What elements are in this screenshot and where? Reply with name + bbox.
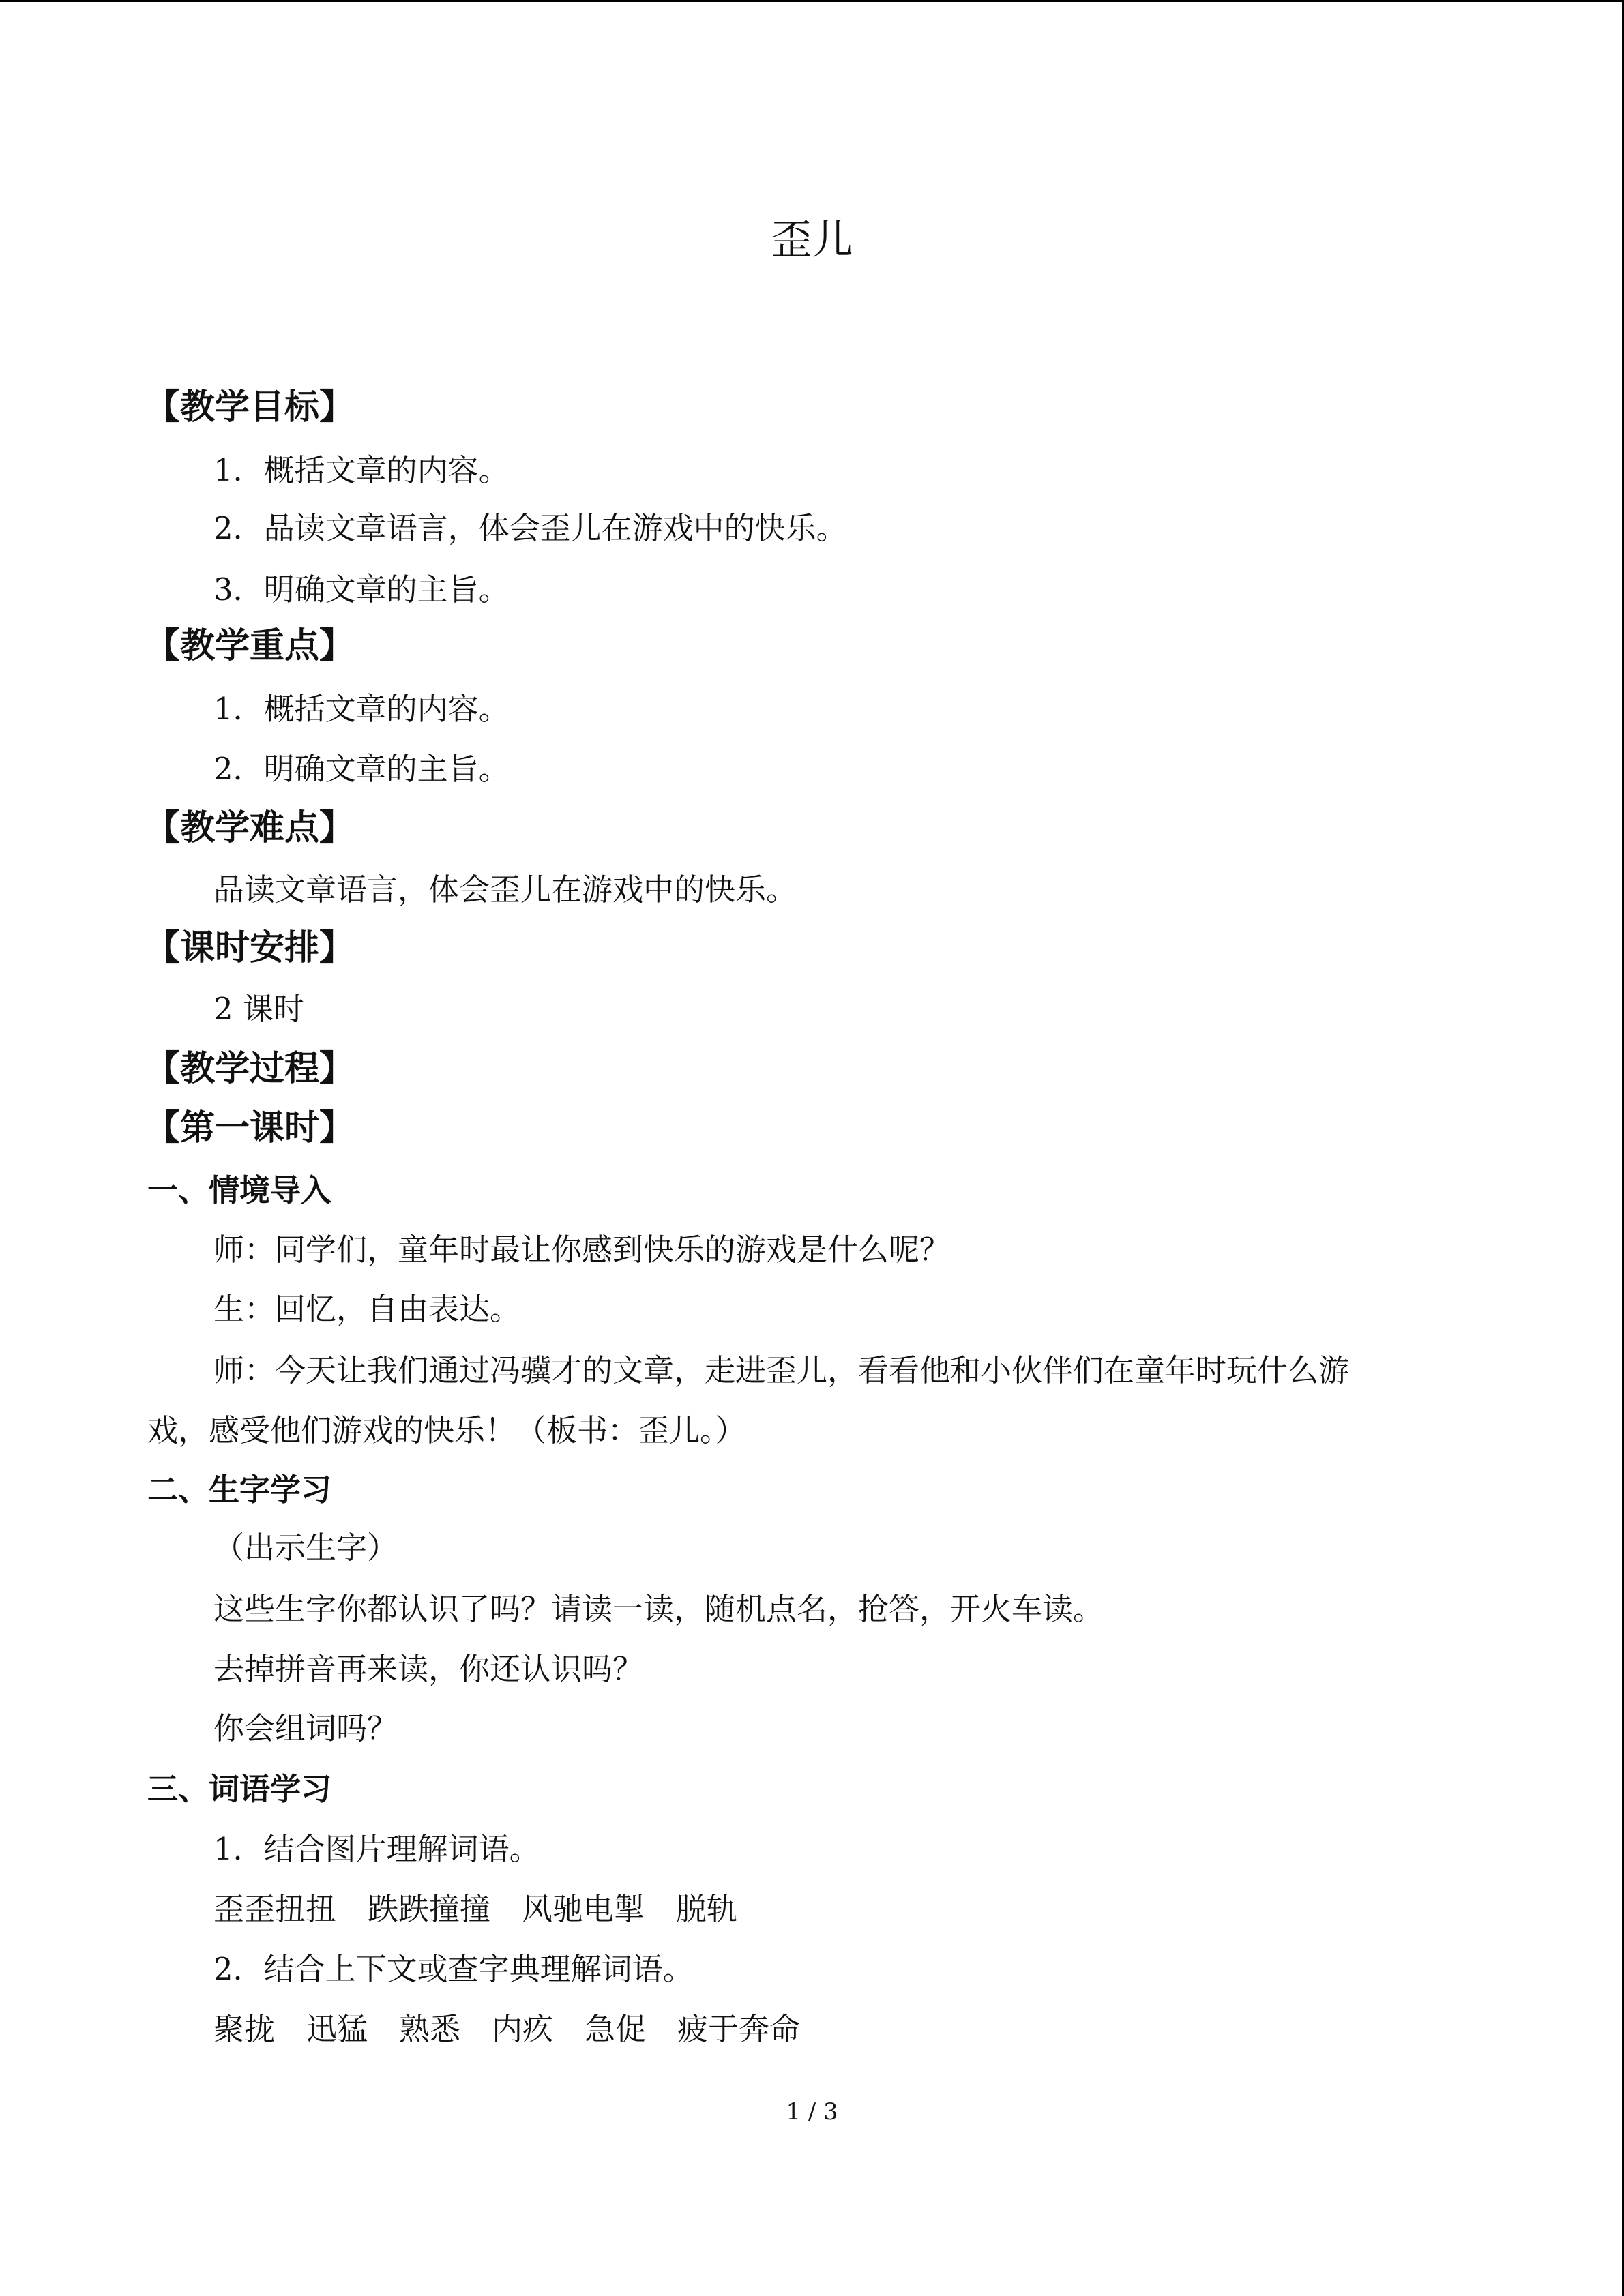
schedule-text: 2 课时 (213, 991, 304, 1027)
goal-item-2: 2．品读文章语言，体会歪儿在游戏中的快乐。 (213, 510, 847, 546)
goal-item-1: 1．概括文章的内容。 (213, 452, 510, 488)
page-title: 歪儿 (771, 216, 853, 264)
section-2-line-2: 这些生字你都认识了吗？请读一读，随机点名，抢答，开火车读。 (213, 1591, 1104, 1627)
section-2-line-4: 你会组词吗？ (213, 1710, 398, 1746)
term-item: 脱轨 (676, 1891, 738, 1927)
section-2-line-1: （出示生字） (213, 1530, 398, 1566)
heading-process: 【教学过程】 (145, 1049, 355, 1089)
term-item: 风驰电掣 (522, 1891, 645, 1927)
term-item: 歪歪扭扭 (213, 1891, 337, 1927)
section-1-line-2: 生：回忆，自由表达。 (213, 1291, 521, 1327)
section-1-heading: 一、情境导入 (147, 1172, 332, 1208)
section-1-line-4: 戏，感受他们游戏的快乐！（板书：歪儿。） (147, 1412, 746, 1448)
section-3-step-1: 1．结合图片理解词语。 (213, 1831, 540, 1867)
term-item: 迅猛 (306, 2011, 368, 2047)
term-item: 疲于奔命 (677, 2011, 801, 2047)
key-point-item-1: 1．概括文章的内容。 (213, 691, 510, 727)
heading-difficulties: 【教学难点】 (145, 808, 355, 848)
goal-item-3: 3．明确文章的主旨。 (213, 571, 510, 608)
section-3-step-2: 2．结合上下文或查字典理解词语。 (213, 1951, 694, 1987)
section-2-line-3: 去掉拼音再来读，你还认识吗？ (213, 1651, 644, 1687)
section-3-heading: 三、词语学习 (147, 1771, 332, 1807)
heading-key-points: 【教学重点】 (145, 626, 355, 666)
heading-teaching-goals: 【教学目标】 (145, 387, 355, 428)
term-item: 熟悉 (399, 2011, 461, 2047)
key-point-item-2: 2．明确文章的主旨。 (213, 751, 510, 787)
section-2-heading: 二、生字学习 (147, 1472, 332, 1508)
heading-lesson-1: 【第一课时】 (145, 1108, 355, 1148)
difficulty-text: 品读文章语言，体会歪儿在游戏中的快乐。 (213, 871, 797, 908)
section-1-line-3: 师：今天让我们通过冯骥才的文章，走进歪儿，看看他和小伙伴们在童年时玩什么游 (213, 1352, 1350, 1388)
term-item: 跌跌撞撞 (368, 1891, 491, 1927)
heading-schedule: 【课时安排】 (145, 928, 355, 968)
page-number: 1 / 3 (786, 2098, 838, 2126)
term-list-2 (213, 2009, 800, 2050)
term-item: 内疚 (492, 2011, 554, 2047)
term-item: 聚拢 (213, 2011, 276, 2047)
term-list-1 (213, 1889, 737, 1930)
term-item: 急促 (585, 2011, 647, 2047)
section-1-line-1: 师：同学们，童年时最让你感到快乐的游戏是什么呢？ (213, 1232, 951, 1268)
